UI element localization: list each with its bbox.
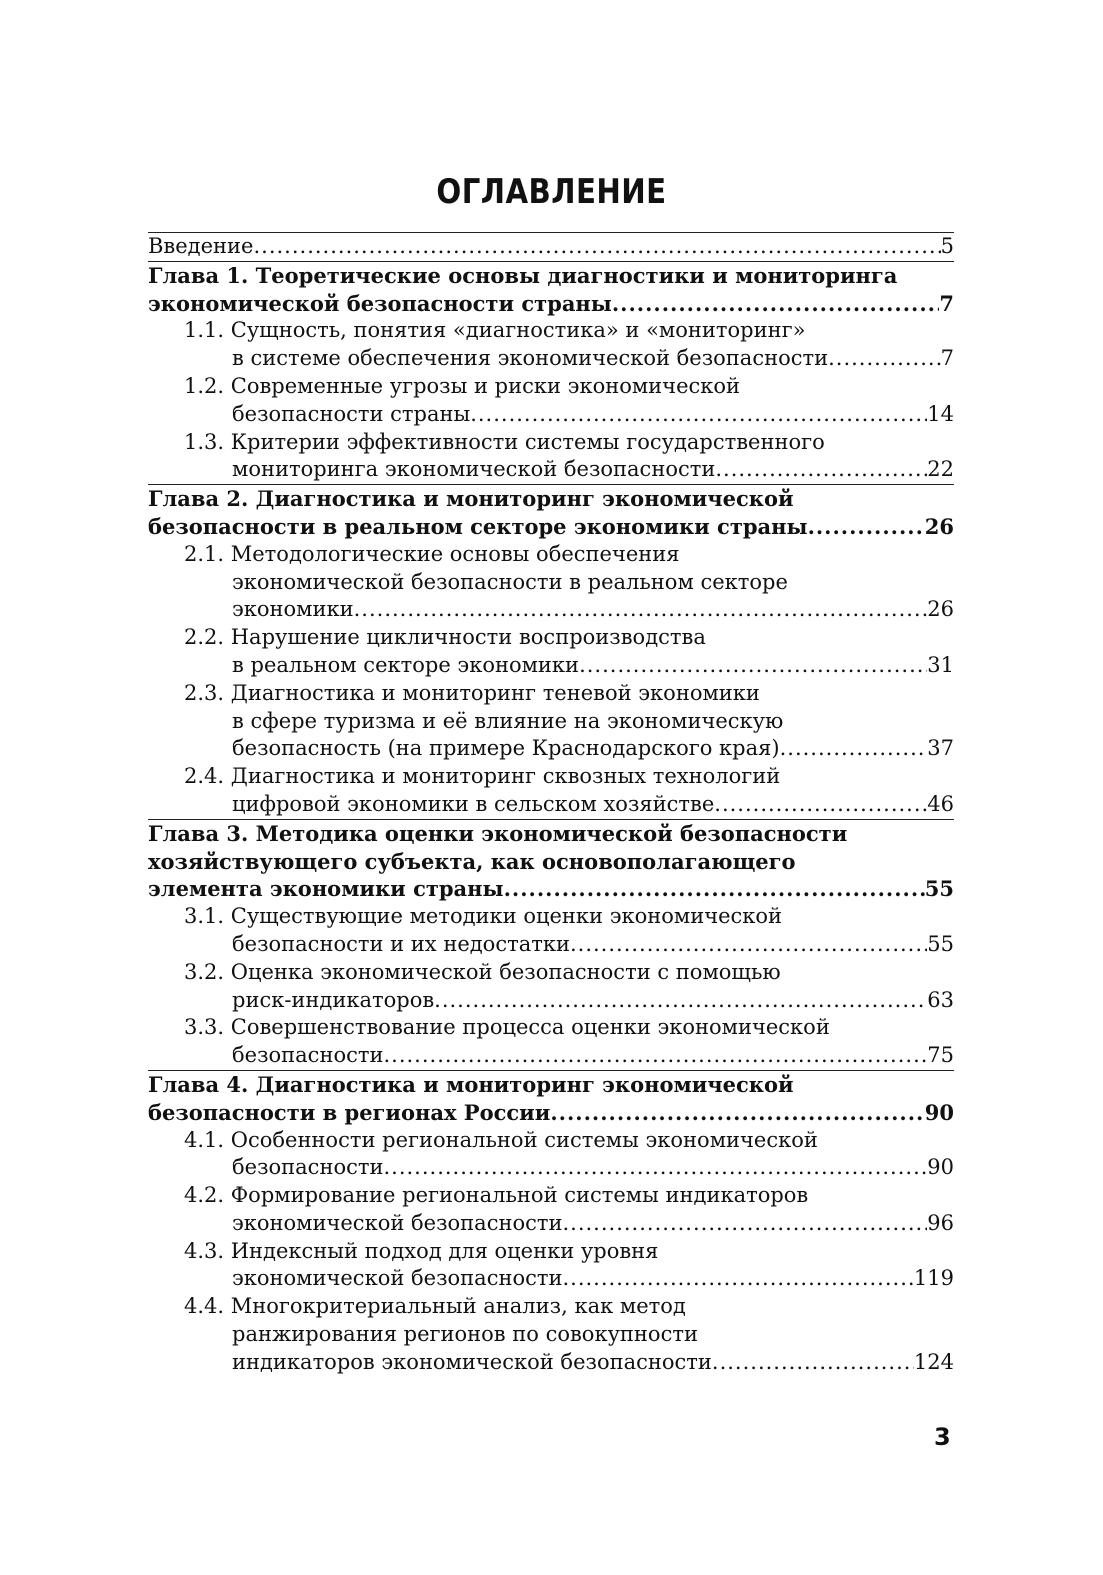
dot-leader	[550, 1099, 924, 1127]
dot-leader	[383, 1042, 927, 1070]
page-title: ОГЛАВЛЕНИЕ	[436, 172, 667, 212]
toc-line	[184, 708, 954, 736]
toc-page-number: 7	[940, 346, 954, 371]
dot-leader	[712, 1349, 914, 1377]
toc-line	[184, 401, 954, 429]
toc-section[interactable]	[148, 1238, 954, 1294]
toc-page-number: 63	[927, 987, 954, 1012]
toc-line-text: безопасности и их недостатки	[232, 931, 570, 956]
toc-page-number: 31	[927, 652, 954, 677]
toc-line-text: 3.3. Совершенствование процесса оценки экономической	[184, 1015, 830, 1040]
toc-section[interactable]	[148, 429, 954, 485]
toc-line	[148, 262, 954, 290]
toc-line-text: безопасности страны	[232, 401, 471, 426]
toc-chapter-heading[interactable]	[148, 1071, 954, 1127]
toc-section[interactable]	[148, 1182, 954, 1238]
toc-line-text: элемента экономики страны	[148, 876, 504, 902]
dot-leader	[714, 791, 927, 819]
toc-line-text: 2.4. Диагностика и мониторинг сквозных технологий	[184, 764, 781, 789]
toc-entry-intro[interactable]	[148, 232, 954, 261]
toc-section[interactable]	[148, 1293, 954, 1376]
toc-page-number: 26	[924, 513, 954, 539]
toc-page-number: 22	[927, 457, 954, 482]
toc-page-number: 55	[924, 876, 954, 902]
toc-line	[184, 903, 954, 931]
toc-line-text: 4.2. Формирование региональной системы индикаторов	[184, 1183, 809, 1208]
toc-line	[184, 735, 954, 763]
toc-line	[184, 345, 954, 373]
toc-line	[184, 652, 954, 680]
toc-line-text: Глава 2. Диагностика и мониторинг экономической	[148, 486, 794, 512]
toc-line	[184, 429, 954, 457]
toc-line-text: безопасность (на примере Краснодарского края)	[232, 736, 780, 761]
toc-line	[184, 931, 954, 959]
toc-line-text: 4.1. Особенности региональной системы экономической	[184, 1127, 818, 1152]
toc-line-text: 1.3. Критерии эффективности системы государственного	[184, 429, 825, 454]
toc-line	[148, 820, 954, 848]
toc-line-text: экономической безопасности в реальном секторе	[232, 569, 788, 594]
toc-line-text: безопасности в регионах России	[148, 1099, 551, 1125]
toc-line	[184, 1321, 954, 1349]
toc-line	[184, 1293, 954, 1321]
toc-line-text: в реальном секторе экономики	[232, 652, 580, 677]
toc-page-number: 90	[927, 1155, 954, 1180]
toc-line-text: 2.3. Диагностика и мониторинг теневой экономики	[184, 680, 760, 705]
toc-line	[184, 569, 954, 597]
toc-line	[184, 763, 954, 791]
toc-line	[184, 1349, 954, 1377]
toc-line	[184, 1014, 954, 1042]
toc-line-text: мониторинга экономической безопасности	[232, 457, 716, 482]
toc-chapter-heading[interactable]	[148, 262, 954, 318]
dot-leader	[504, 875, 925, 903]
toc-line	[184, 680, 954, 708]
toc-line-text: Глава 3. Методика оценки экономической безопасности	[148, 820, 848, 846]
toc-page-number: 75	[927, 1043, 954, 1068]
toc-line	[184, 1265, 954, 1293]
toc-line-text: 3.2. Оценка экономической безопасности с помощью	[184, 959, 781, 984]
toc-page-number: 90	[924, 1099, 954, 1125]
toc-line-text: безопасности в реальном секторе экономики страны	[148, 513, 808, 539]
toc-line-text: Глава 4. Диагностика и мониторинг экономической	[148, 1071, 794, 1097]
toc-line	[184, 624, 954, 652]
toc-line-text: 2.2. Нарушение цикличности воспроизводства	[184, 625, 706, 650]
toc-line	[184, 1238, 954, 1266]
toc-line	[148, 1099, 954, 1127]
toc-section[interactable]	[148, 763, 954, 819]
dot-leader	[828, 345, 941, 373]
toc-line	[148, 875, 954, 903]
toc-line-text: хозяйствующего субъекта, как основополагающего	[148, 848, 796, 874]
toc-line	[184, 1154, 954, 1182]
toc-line	[184, 596, 954, 624]
dot-leader	[562, 1265, 913, 1293]
toc-section[interactable]	[148, 903, 954, 959]
toc-line-text: в системе обеспечения экономической безопасности	[232, 346, 829, 371]
toc-page-number: 7	[939, 290, 954, 316]
toc-line-text: индикаторов экономической безопасности	[232, 1349, 712, 1374]
page-number: 3	[934, 1423, 951, 1451]
dot-leader	[612, 290, 940, 318]
toc-page-number: 26	[927, 597, 954, 622]
dot-leader	[780, 735, 928, 763]
toc-entry-title: Введение	[148, 234, 254, 258]
toc-chapter-heading[interactable]	[148, 820, 954, 903]
toc-page-number: 5	[940, 234, 954, 258]
toc-line	[184, 317, 954, 345]
toc-line-text: экономической безопасности	[232, 1210, 563, 1235]
toc-line	[148, 485, 954, 513]
toc-line-text: экономической безопасности страны	[148, 290, 612, 316]
dot-leader	[562, 1210, 927, 1238]
toc-chapter-heading[interactable]	[148, 485, 954, 541]
toc-line-text: 4.3. Индексный подход для оценки уровня	[184, 1238, 659, 1263]
toc-line-text: безопасности	[232, 1155, 384, 1180]
toc-line-text: в сфере туризма и её влияние на экономическую	[232, 708, 784, 733]
toc-section[interactable]	[148, 1127, 954, 1183]
toc-page-number: 46	[927, 791, 954, 816]
toc-page-number: 119	[913, 1266, 954, 1291]
toc-page-number: 124	[913, 1349, 954, 1374]
toc-section[interactable]	[148, 541, 954, 624]
toc-page-number: 14	[927, 401, 954, 426]
dot-leader	[570, 931, 927, 959]
toc-line	[184, 373, 954, 401]
toc-line	[184, 1042, 954, 1070]
toc-section[interactable]	[148, 680, 954, 763]
toc-line-text: экономики	[232, 597, 354, 622]
toc-line	[148, 290, 954, 318]
toc-line	[184, 456, 954, 484]
toc-line	[148, 513, 954, 541]
toc-line-text: риск-индикаторов	[232, 987, 435, 1012]
toc-section[interactable]	[148, 959, 954, 1015]
dot-leader	[579, 652, 927, 680]
toc-line	[148, 1071, 954, 1099]
toc-line	[184, 1127, 954, 1155]
toc-chapter	[148, 484, 954, 819]
toc-line-text: 3.1. Существующие методики оценки экономической	[184, 904, 783, 929]
toc-line-text: 1.1. Сущность, понятия «диагностика» и «мониторинг»	[184, 318, 806, 343]
toc-page-number: 55	[927, 931, 954, 956]
dot-leader	[383, 1154, 927, 1182]
toc-line	[184, 987, 954, 1015]
toc-line-text: экономической безопасности	[232, 1266, 563, 1291]
toc-line-text: Глава 1. Теоретические основы диагностики и мониторинга	[148, 262, 898, 288]
toc-chapter	[148, 261, 954, 484]
toc-chapter	[148, 1070, 954, 1377]
toc-line-text: 1.2. Современные угрозы и риски экономической	[184, 373, 741, 398]
dot-leader	[354, 596, 928, 624]
dot-leader	[470, 401, 927, 429]
dot-leader	[434, 987, 927, 1015]
toc-line	[148, 848, 954, 876]
dot-leader	[715, 456, 927, 484]
toc-line	[184, 791, 954, 819]
toc-line-text: 4.4. Многокритериальный анализ, как метод	[184, 1294, 686, 1319]
toc-line-text: безопасности	[232, 1043, 384, 1068]
table-of-contents	[148, 232, 954, 1377]
toc-section[interactable]	[148, 1014, 954, 1070]
toc-page-number: 37	[927, 736, 954, 761]
toc-line	[184, 1210, 954, 1238]
toc-section[interactable]	[148, 373, 954, 429]
dot-leader	[808, 513, 925, 541]
toc-line	[184, 541, 954, 569]
toc-section[interactable]	[148, 624, 954, 680]
toc-page-number: 96	[927, 1210, 954, 1235]
toc-line	[184, 959, 954, 987]
toc-line-text: 2.1. Методологические основы обеспечения	[184, 541, 680, 566]
toc-chapter	[148, 819, 954, 1070]
toc-line	[184, 1182, 954, 1210]
toc-line-text: цифровой экономики в сельском хозяйстве	[232, 791, 715, 816]
toc-section[interactable]	[148, 317, 954, 373]
toc-line-text: ранжирования регионов по совокупности	[232, 1322, 698, 1347]
dot-leader	[253, 233, 940, 261]
